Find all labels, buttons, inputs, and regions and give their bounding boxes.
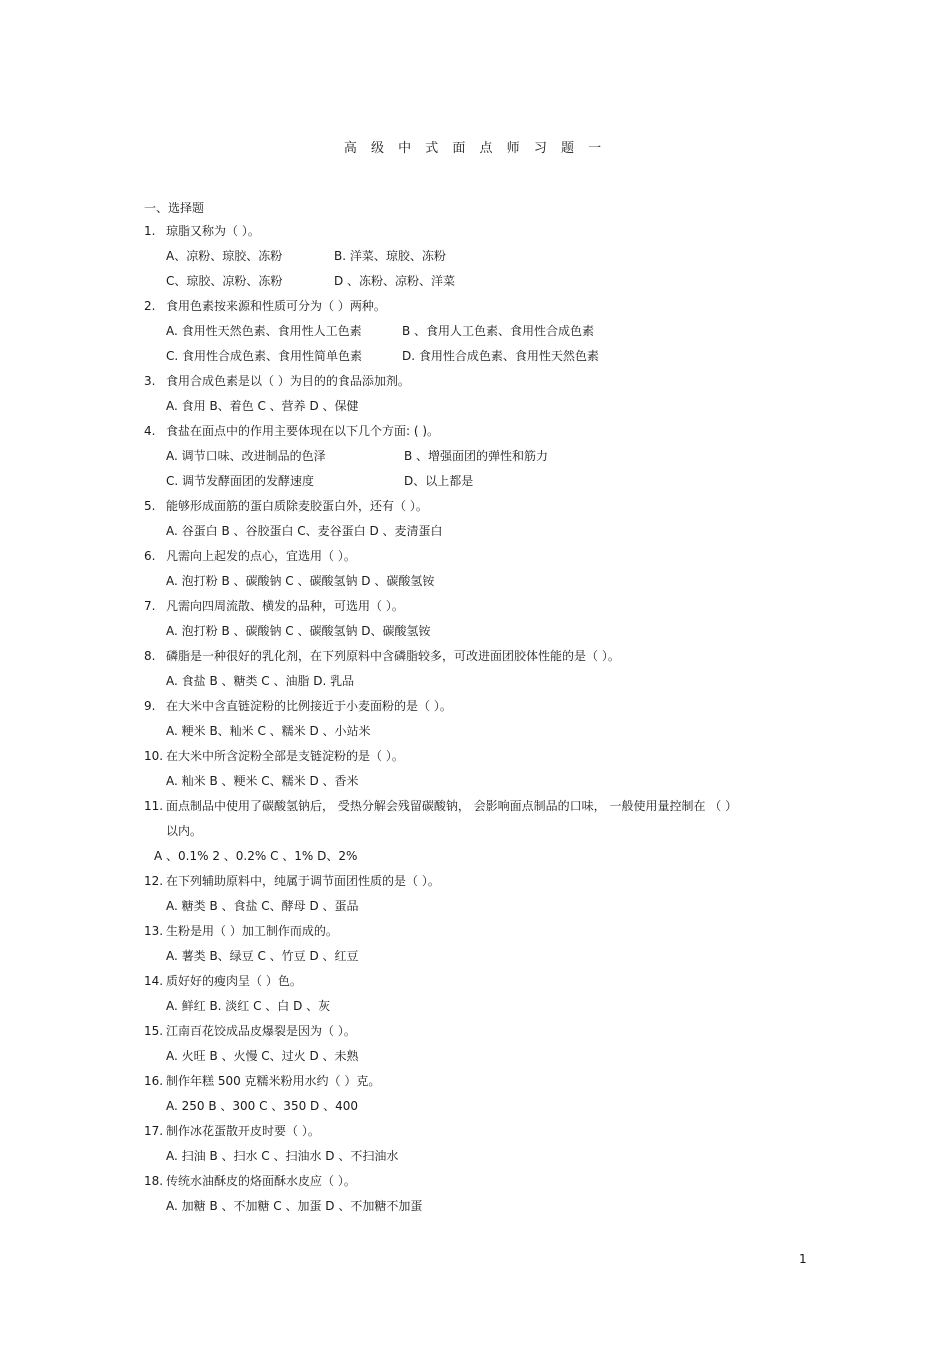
question-number: 5. — [144, 499, 156, 513]
question-number: 10. — [144, 749, 164, 763]
question-text-continued: 以内。 — [166, 824, 203, 838]
question-number: 16. — [144, 1074, 164, 1088]
option-row — [144, 1147, 824, 1172]
option-text: D. 食用性合成色素、食用性天然色素 — [402, 349, 599, 363]
question-item — [144, 697, 824, 747]
question-text: 面点制品中使用了碳酸氢钠后， 受热分解会残留碳酸钠， 会影响面点制品的口味， 一般使用量控制在 （ ） — [166, 799, 738, 813]
option-text: A. 调节口味、改进制品的色泽 — [166, 449, 326, 463]
question-item — [144, 872, 824, 922]
option-text: A. 谷蛋白 B 、谷胶蛋白 C、麦谷蛋白 D 、麦清蛋白 — [166, 524, 443, 538]
question-stem — [144, 647, 824, 672]
question-item — [144, 797, 824, 872]
option-row — [144, 447, 824, 472]
option-text: C、琼胶、凉粉、冻粉 — [166, 274, 283, 288]
option-text: A. 糖类 B 、食盐 C、酵母 D 、蛋品 — [166, 899, 359, 913]
page-number: 1 — [799, 1252, 807, 1266]
question-number: 15. — [144, 1024, 164, 1038]
question-stem — [144, 1072, 824, 1097]
question-number: 2. — [144, 299, 156, 313]
question-number: 17. — [144, 1124, 164, 1138]
option-text: A. 鲜红 B. 淡红 C 、白 D 、灰 — [166, 999, 331, 1013]
option-row — [144, 947, 824, 972]
question-stem — [144, 1172, 824, 1197]
question-item — [144, 1072, 824, 1122]
option-text: A. 泡打粉 B 、碳酸钠 C 、碳酸氢钠 D、碳酸氢铵 — [166, 624, 431, 638]
option-row — [144, 672, 824, 697]
option-text: A. 火旺 B 、火慢 C、过火 D 、未熟 — [166, 1049, 359, 1063]
option-text: A. 薯类 B、绿豆 C 、竹豆 D 、红豆 — [166, 949, 359, 963]
question-text: 食用色素按来源和性质可分为（ ）两种。 — [166, 299, 386, 313]
option-text: A. 食用 B、着色 C 、营养 D 、保健 — [166, 399, 359, 413]
option-row — [144, 772, 824, 797]
question-text: 在下列辅助原料中，纯属于调节面团性质的是（ ）。 — [166, 874, 440, 888]
question-stem — [144, 297, 824, 322]
page-title: 高 级 中 式 面 点 师 习 题 一 — [343, 141, 607, 156]
option-text: A. 籼米 B 、粳米 C、糯米 D 、香米 — [166, 774, 359, 788]
option-text: A. 食用性天然色素、食用性人工色素 — [166, 324, 362, 338]
question-number: 18. — [144, 1174, 164, 1188]
question-text: 凡需向四周流散、横发的品种，可选用（ ）。 — [166, 599, 404, 613]
question-stem — [144, 797, 824, 822]
question-text: 磷脂是一种很好的乳化剂，在下列原料中含磷脂较多，可改进面团胶体性能的是（ ）。 — [166, 649, 620, 663]
question-item — [144, 297, 824, 372]
question-stem — [144, 922, 824, 947]
option-row — [144, 1047, 824, 1072]
option-text: A. 250 B 、300 C 、350 D 、400 — [166, 1099, 358, 1113]
option-text: A. 食盐 B 、糖类 C 、油脂 D. 乳品 — [166, 674, 355, 688]
question-item — [144, 1122, 824, 1172]
question-text: 江南百花饺成品皮爆裂是因为（ ）。 — [166, 1024, 356, 1038]
question-text: 制作冰花蛋散开皮时要（ ）。 — [166, 1124, 320, 1138]
question-number: 11. — [144, 799, 164, 813]
question-text: 凡需向上起发的点心，宜选用（ ）。 — [166, 549, 356, 563]
option-text: C. 食用性合成色素、食用性简单色素 — [166, 349, 363, 363]
question-stem — [144, 372, 824, 397]
question-number: 7. — [144, 599, 156, 613]
question-number: 6. — [144, 549, 156, 563]
question-text: 制作年糕 500 克糯米粉用水约（ ）克。 — [166, 1074, 381, 1088]
option-row — [144, 272, 824, 297]
question-stem — [144, 697, 824, 722]
option-text: A 、0.1% 2 、0.2% C 、1% D、2% — [154, 849, 358, 863]
option-text: B 、食用人工色素、食用性合成色素 — [402, 324, 595, 338]
question-number: 14. — [144, 974, 164, 988]
option-row — [144, 522, 824, 547]
option-row — [144, 247, 824, 272]
question-text: 琼脂又称为（ ）。 — [166, 224, 260, 238]
question-item — [144, 372, 824, 422]
question-item — [144, 497, 824, 547]
question-item — [144, 647, 824, 697]
option-text: A. 扫油 B 、扫水 C 、扫油水 D 、不扫油水 — [166, 1149, 399, 1163]
question-stem — [144, 1022, 824, 1047]
question-stem — [144, 1122, 824, 1147]
question-item — [144, 422, 824, 497]
option-row — [144, 622, 824, 647]
question-stem — [144, 547, 824, 572]
question-number: 3. — [144, 374, 156, 388]
question-text: 在大米中含直链淀粉的比例接近于小麦面粉的是（ ）。 — [166, 699, 452, 713]
option-row — [144, 1097, 824, 1122]
question-item — [144, 747, 824, 797]
question-list — [144, 222, 824, 1222]
question-item — [144, 922, 824, 972]
question-text: 质好好的瘦肉呈（ ）色。 — [166, 974, 302, 988]
question-item — [144, 1022, 824, 1072]
question-stem — [144, 972, 824, 997]
option-text: D、以上都是 — [404, 474, 474, 488]
option-row — [144, 897, 824, 922]
option-text: B. 洋菜、琼胶、冻粉 — [334, 249, 446, 263]
option-row — [144, 1197, 824, 1222]
question-text: 食用合成色素是以（ ）为目的的食品添加剂。 — [166, 374, 410, 388]
question-item — [144, 597, 824, 647]
question-item — [144, 1172, 824, 1222]
question-text: 能够形成面筋的蛋白质除麦胶蛋白外，还有（ ）。 — [166, 499, 428, 513]
option-text: A、凉粉、琼胶、冻粉 — [166, 249, 283, 263]
option-row — [144, 847, 824, 872]
option-row — [144, 347, 824, 372]
question-number: 1. — [144, 224, 156, 238]
question-text: 传统水油酥皮的烙面酥水皮应（ ）。 — [166, 1174, 356, 1188]
question-stem — [144, 422, 824, 447]
option-text: A. 加糖 B 、不加糖 C 、加蛋 D 、不加糖不加蛋 — [166, 1199, 423, 1213]
option-text: A. 泡打粉 B 、碳酸钠 C 、碳酸氢钠 D 、碳酸氢铵 — [166, 574, 435, 588]
option-row — [144, 722, 824, 747]
question-text: 生粉是用（ ）加工制作而成的。 — [166, 924, 338, 938]
question-stem — [144, 497, 824, 522]
question-number: 8. — [144, 649, 156, 663]
option-row — [144, 472, 824, 497]
question-number: 9. — [144, 699, 156, 713]
option-text: C. 调节发酵面团的发酵速度 — [166, 474, 315, 488]
question-stem — [144, 597, 824, 622]
option-row — [144, 572, 824, 597]
question-item — [144, 547, 824, 597]
section-heading: 一、选择题 — [144, 201, 205, 215]
question-text: 在大米中所含淀粉全部是支链淀粉的是（ ）。 — [166, 749, 404, 763]
question-stem — [144, 747, 824, 772]
option-row — [144, 397, 824, 422]
question-item — [144, 222, 824, 297]
option-text: B 、增强面团的弹性和筋力 — [404, 449, 549, 463]
question-item — [144, 972, 824, 1022]
question-stem — [144, 222, 824, 247]
question-number: 13. — [144, 924, 164, 938]
question-stem — [144, 872, 824, 897]
option-text: A. 粳米 B、籼米 C 、糯米 D 、小站米 — [166, 724, 371, 738]
option-row — [144, 997, 824, 1022]
question-number: 12. — [144, 874, 164, 888]
question-text: 食盐在面点中的作用主要体现在以下几个方面: ( )。 — [166, 424, 440, 438]
option-row — [144, 322, 824, 347]
question-number: 4. — [144, 424, 156, 438]
option-text: D 、冻粉、凉粉、洋菜 — [334, 274, 456, 288]
